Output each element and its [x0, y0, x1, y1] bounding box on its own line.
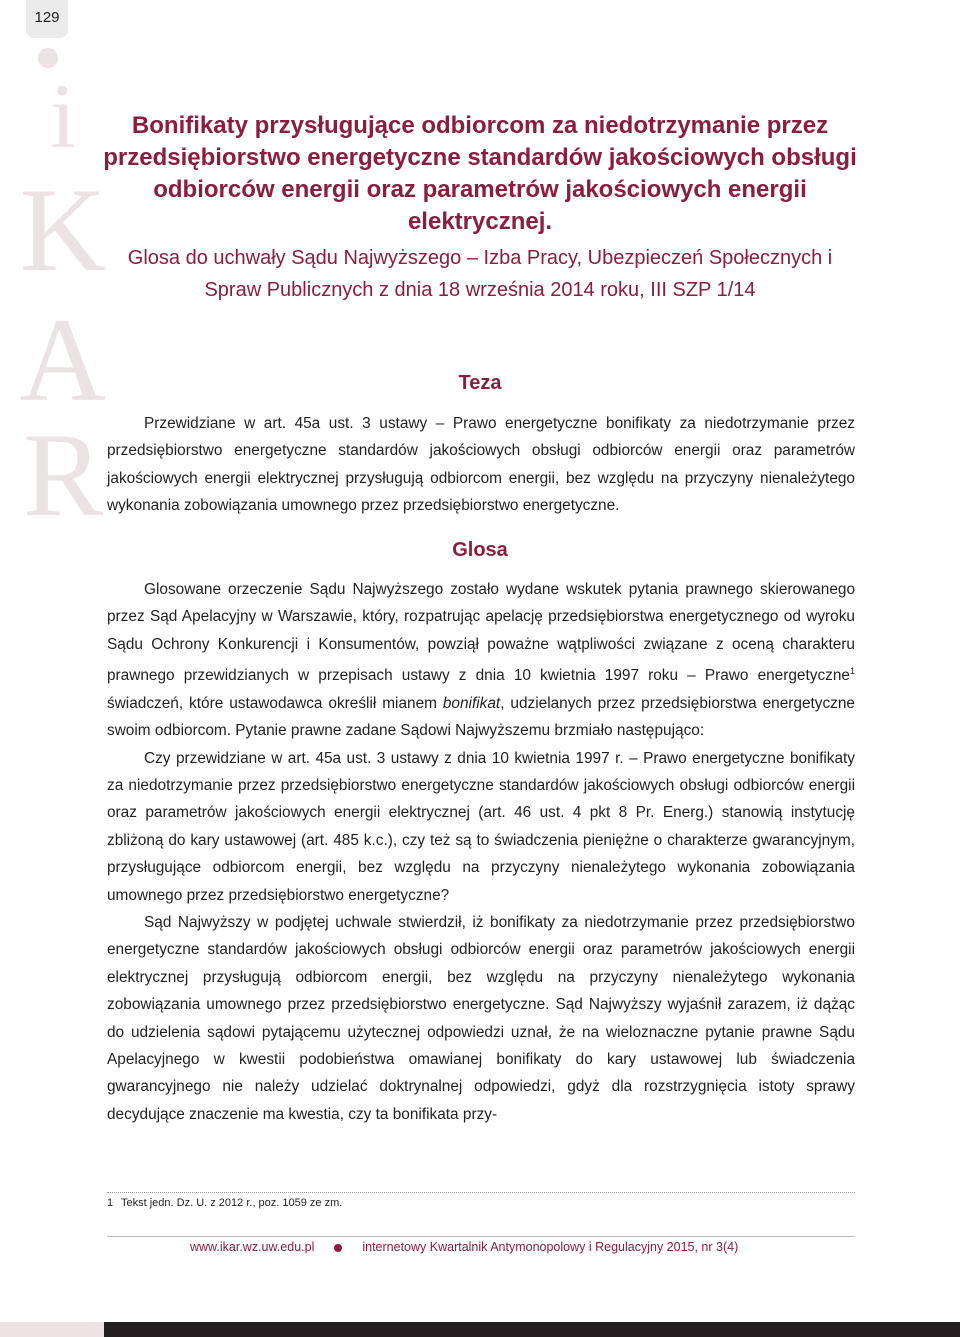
bottom-band-accent — [0, 1322, 104, 1337]
teza-section — [107, 410, 855, 520]
bottom-band — [0, 1322, 960, 1337]
footnote-divider — [107, 1192, 855, 1193]
logo-letter-i: i — [50, 65, 76, 167]
italic-term: bonifikat — [442, 694, 501, 712]
footnote-text: Tekst jedn. Dz. U. z 2012 r., poz. 1059 ze zm. — [121, 1197, 343, 1209]
footnote — [107, 1197, 342, 1209]
page-number: 129 — [26, 0, 68, 38]
paragraph-text: , udzielanych przez przedsiębiorstwa energetyczne swoim odbiorcom. Pytanie prawne zadane Sądowi Najwyższemu brzmiało następująco: — [107, 694, 855, 740]
glosa-section — [107, 576, 855, 1128]
logo-letter-k: K — [19, 163, 107, 296]
glosa-heading: Glosa — [452, 539, 508, 561]
teza-paragraph: Przewidziane w art. 45a ust. 3 ustawy – Prawo energetyczne bonifikaty za niedotrzymanie przez przedsiębiorstwo energetyczne standardów jakościowych obsługi odbiorców energii oraz parametrów jakościowych energii elektrycznej przysługują odbiorcom energii, bez względu na przyczyny nienależytego wykonania zobowiązania umownego przez przedsiębiorstwo energetyczne. — [107, 415, 855, 515]
glosa-paragraph-2: Czy przewidziane w art. 45a ust. 3 ustawy z dnia 10 kwietnia 1997 r. – Prawo energetyczne bonifikaty za niedotrzymanie przez przedsiębiorstwo energetyczne standardów jakościowych obsługi odbiorców energii oraz parametrów jakościowych energii elektrycznej (art. 46 ust. 4 pkt 8 Pr. Energ.) stanowią instytucję zbliżoną do kary ustawowej (art. 485 k.c.), czy też są to świadczenia pieniężne o charakterze gwarancyjnym, przysługujące odbiorcom energii, bez względu na przyczyny nienależytego wykonania zobowiązania umownego przez przedsiębiorstwo energetyczne? — [107, 749, 855, 904]
logo-letter-r: R — [22, 408, 104, 541]
article-title: Bonifikaty przysługujące odbiorcom za niedotrzymanie przez przedsiębiorstwo energetyczne standardów jakościowych obsługi odbiorców energii oraz parametrów jakościowych energii elektrycznej. — [103, 112, 857, 235]
teza-heading: Teza — [458, 372, 502, 394]
glosa-paragraph-3: Sąd Najwyższy w podjętej uchwale stwierdził, iż bonifikaty za niedotrzymanie przez przedsiębiorstwo energetyczne standardów jakościowych obsługi odbiorców energii oraz parametrów jakościowych energii elektrycznej przysługują odbiorcom energii, bez względu na przyczyny nienależytego wykonania zobowiązania umownego przez przedsiębiorstwo energetyczne. Sąd Najwyższy wyjaśnił zarazem, iż dążąc do udzielenia sądowi pytającemu użytecznej odpowiedzi uznał, że na wieloznaczne pytanie prawne Sądu Apelacyjnego w kwestii podobieństwa omawianej bonifikaty do kary ustawowej lub świadczenia gwarancyjnego nie należy udzielać doktrynalnej odpowiedzi, gdyż dla rozstrzygnięcia istoty sprawy decydujące znaczenie ma kwestia, czy ta bonifikata przy- — [107, 914, 855, 1123]
footer-url[interactable]: www.ikar.wz.uw.edu.pl — [190, 1240, 315, 1254]
bullet-icon — [334, 1244, 342, 1252]
paragraph-text: świadczeń, które ustawodawca określił mianem — [107, 694, 443, 712]
paragraph-text: Glosowane orzeczenie Sądu Najwyższego zostało wydane wskutek pytania prawnego skierowanego przez Sąd Apelacyjny w Warszawie, który, rozpatrując apelację przedsiębiorstwa energetycznego od wyroku Sądu Ochrony Konkurencji i Konsumentów, powziął poważne wątpliwości związane z oceną charakteru prawnego przewidzianych w przepisach ustawy z dnia 10 kwietnia 1997 roku – Prawo energetyczne — [107, 581, 855, 685]
logo-letter-a: A — [19, 293, 107, 426]
footer-divider — [107, 1236, 855, 1237]
footer-journal: internetowy Kwartalnik Antymonopolowy i Regulacyjny 2015, nr 3(4) — [362, 1240, 739, 1254]
page-footer — [190, 1240, 738, 1254]
footnote-number: 1 — [107, 1197, 114, 1209]
glosa-paragraph-1 — [107, 576, 855, 745]
article-subtitle: Glosa do uchwały Sądu Najwyższego – Izba Pracy, Ubezpieczeń Społecznych i Spraw Publicznych z dnia 18 września 2014 roku, III SZP 1/14 — [127, 247, 833, 301]
footnote-ref[interactable]: 1 — [849, 666, 855, 677]
